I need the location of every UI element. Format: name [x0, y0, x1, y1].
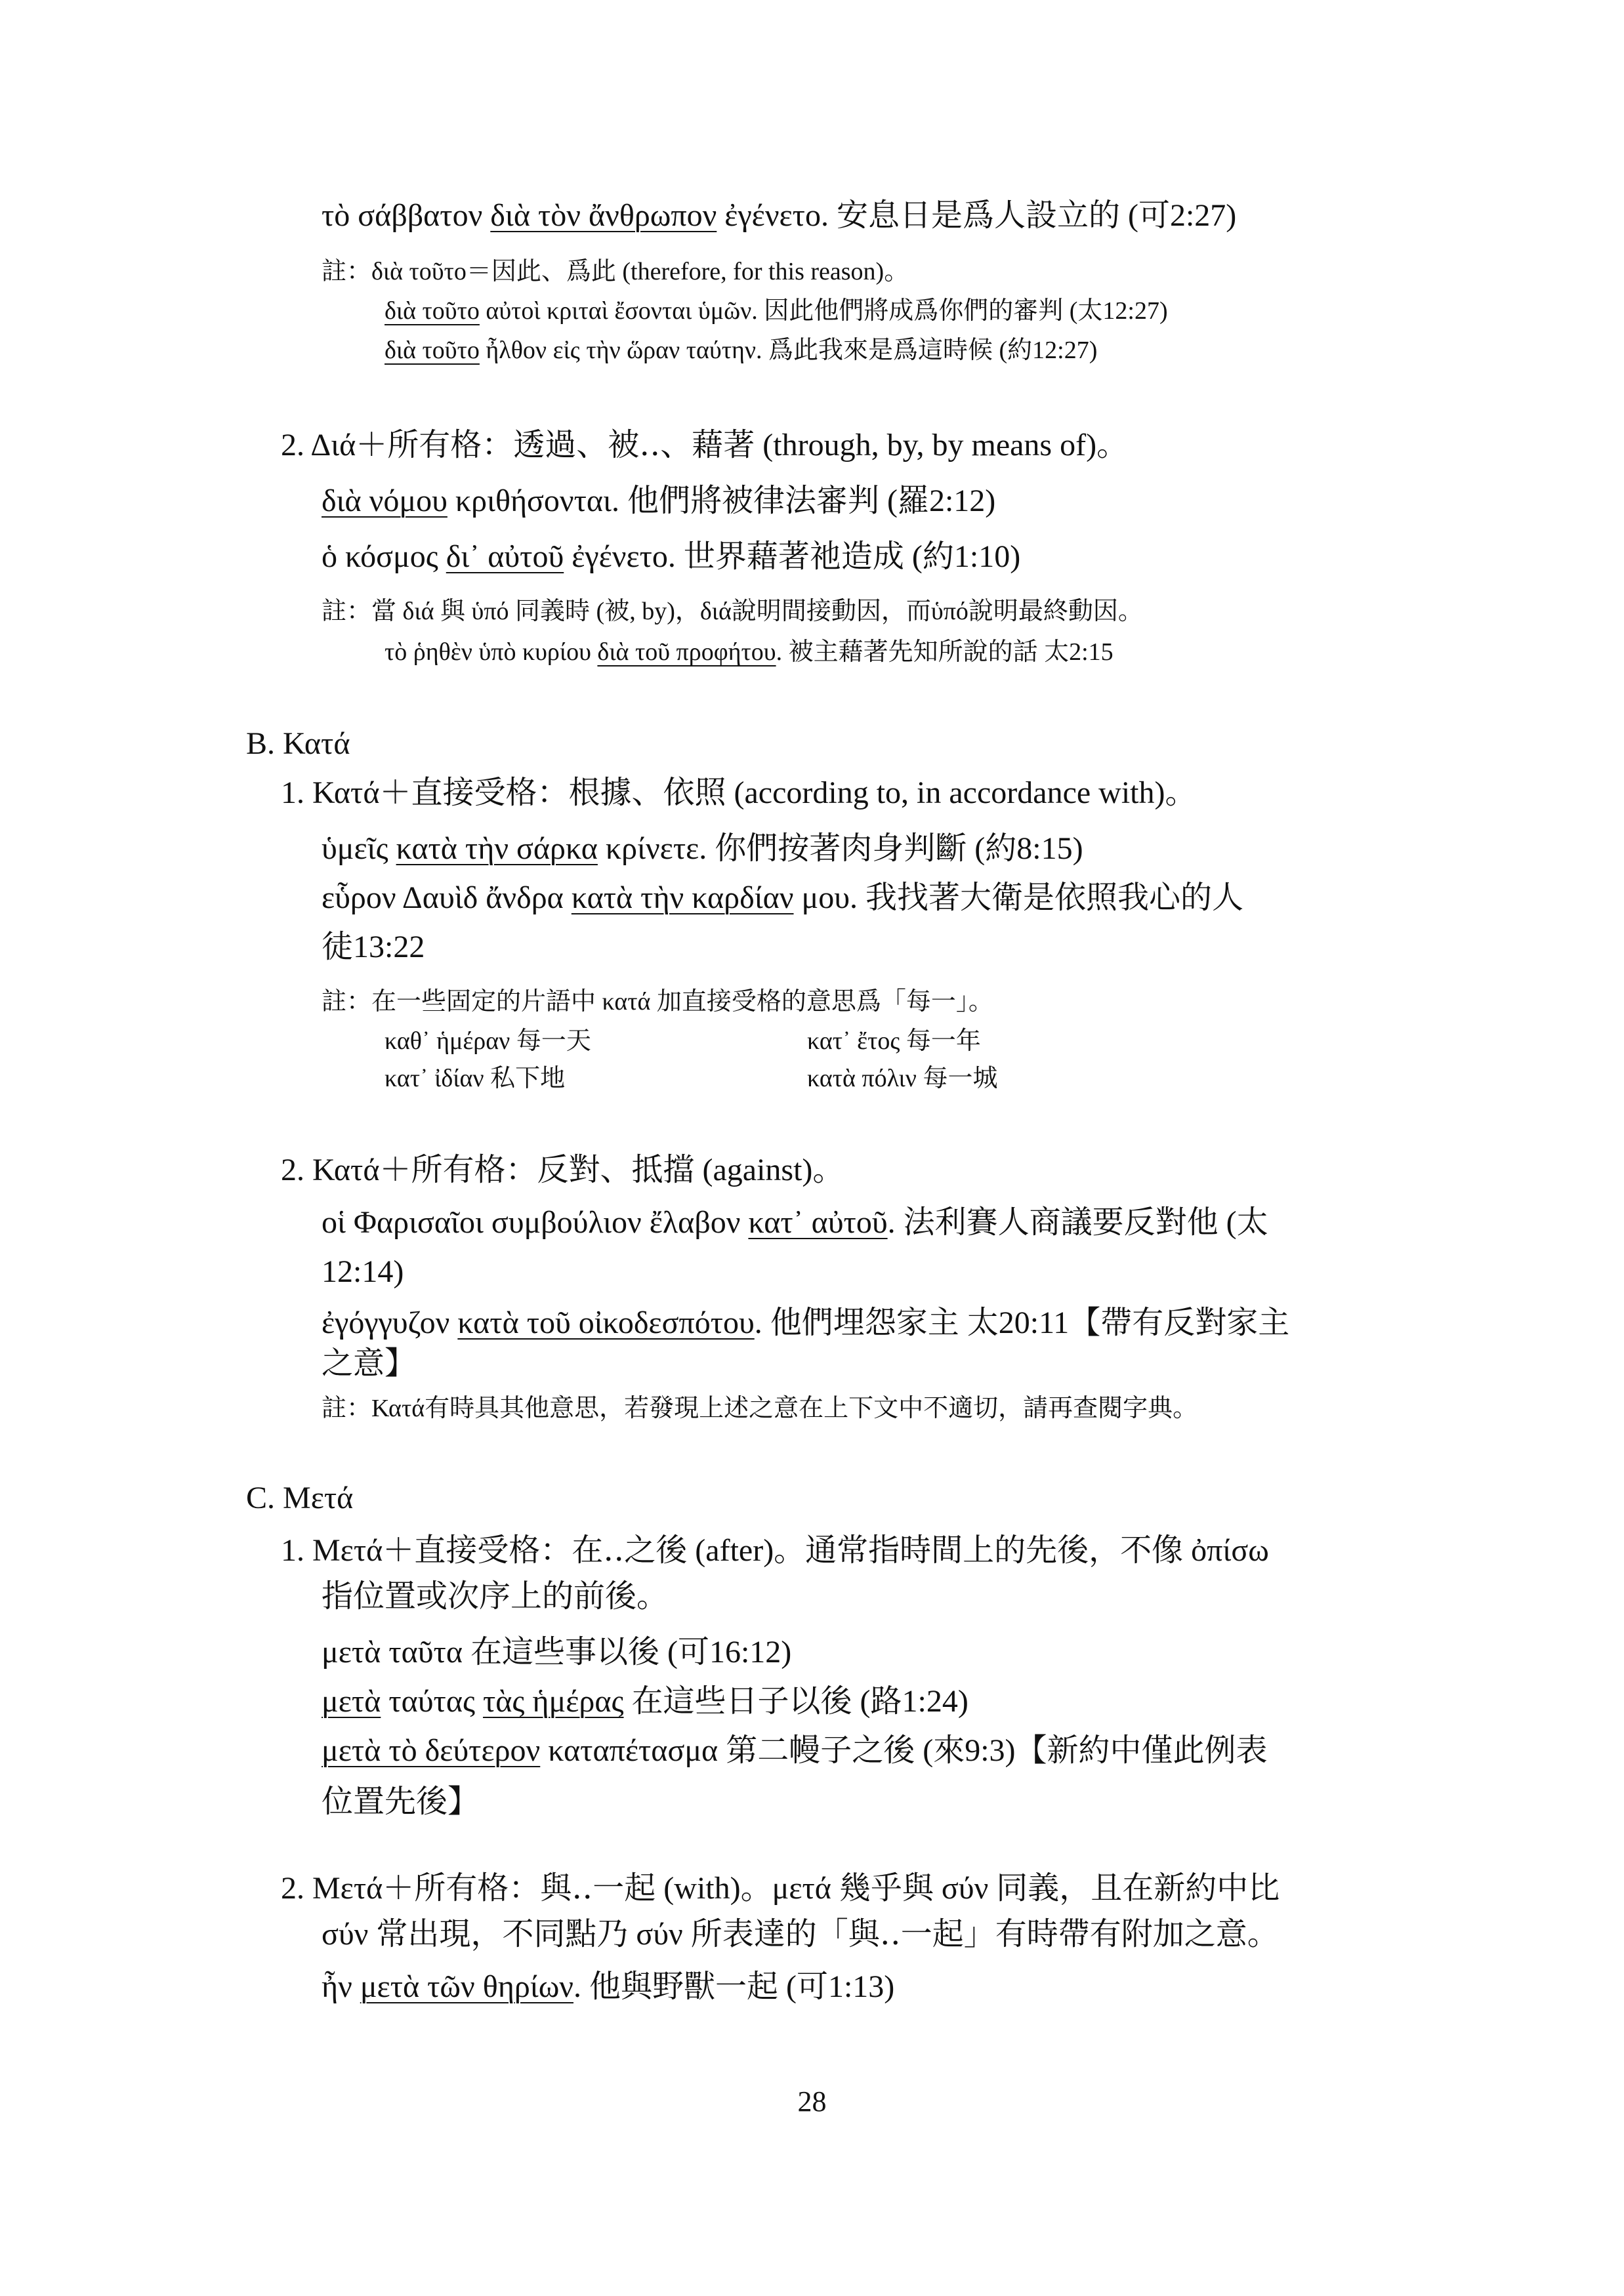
text-segment: ἐγένετο. 安息日是爲人設立的 (可2:27): [717, 198, 1237, 233]
text-segment: τὸ ῥηθὲν ὑπὸ κυρίου: [385, 638, 598, 666]
text-line: [281, 1532, 1269, 1570]
text-line: [322, 538, 1020, 576]
text-line: [246, 725, 350, 763]
text-segment: κριθήσονται. 他們將被律法審判 (羅2:12): [447, 483, 996, 518]
text-segment: 在這些日子以後 (路1:24): [623, 1684, 968, 1719]
text-segment: ὁ κόσμος: [322, 539, 446, 574]
text-line: [281, 1870, 1280, 1908]
underlined-phrase: δι᾽ αὐτοῦ: [446, 539, 564, 574]
text-segment: . 被主藉著先知所說的話 太2:15: [776, 638, 1114, 666]
underlined-phrase: διὰ τοῦτο: [385, 297, 480, 325]
text-line: [807, 1064, 997, 1094]
text-segment: 之意】: [322, 1346, 417, 1381]
underlined-phrase: κατὰ τὴν καρδίαν: [571, 880, 794, 915]
underlined-phrase: διὰ νόμου: [322, 483, 448, 518]
text-segment: 1. Κατά＋直接受格：根據、依照 (according to, in accordance with)。: [281, 775, 1197, 810]
text-line: [322, 1968, 894, 2006]
text-segment: 2. Διά＋所有格：透過、被‥、藉著 (through, by, by means of)。: [281, 428, 1129, 462]
text-segment: C. Μετά: [246, 1481, 354, 1515]
text-line: [322, 257, 909, 287]
underlined-phrase: μετὰ τὸ δεύτερον: [322, 1733, 541, 1768]
text-segment: 註：διὰ τοῦτο＝因此、爲此 (therefore, for this reason)。: [322, 258, 909, 285]
underlined-phrase: διὰ τοῦ προφήτου: [597, 638, 776, 666]
underlined-phrase: κατὰ τὴν σάρκα: [396, 831, 598, 866]
text-line: [322, 482, 995, 520]
text-segment: 指位置或次序上的前後。: [322, 1579, 669, 1614]
text-line: [322, 1394, 1197, 1424]
text-segment: . 他與野獸一起 (可1:13): [573, 1969, 895, 2004]
text-line: [322, 987, 993, 1017]
page-number: 28: [797, 2085, 827, 2118]
text-line: [322, 830, 1083, 868]
text-line: [322, 1916, 1279, 1954]
text-line: [322, 1578, 668, 1616]
text-line: [322, 1304, 1289, 1342]
text-line: [385, 336, 1097, 366]
underlined-phrase: διὰ τὸν ἄνθρωπον: [490, 198, 717, 233]
text-segment: 註：在一些固定的片語中 κατά 加直接受格的意思爲「每一」。: [322, 988, 993, 1015]
text-segment: 12:14): [322, 1254, 404, 1289]
text-segment: κρίνετε. 你們按著肉身判斷 (約8:15): [597, 831, 1083, 866]
text-line: [385, 1064, 565, 1094]
text-segment: καταπέτασμα 第二幔子之後 (來9:3)【新約中僅此例表: [540, 1733, 1268, 1768]
text-segment: 位置先後】: [322, 1784, 480, 1819]
underlined-phrase: μετὰ τῶν θηρίων: [360, 1969, 573, 2004]
text-segment: μετὰ ταῦτα 在這些事以後 (可16:12): [322, 1635, 792, 1670]
text-segment: B. Κατά: [246, 726, 350, 761]
text-line: [322, 1204, 1268, 1242]
text-line: [322, 879, 1243, 917]
text-segment: 2. Μετά＋所有格：與‥一起 (with)。μετά 幾乎與 σύν 同義，且在新約中比: [281, 1871, 1280, 1906]
text-segment: μου. 我找著大衛是依照我心的人: [793, 880, 1244, 915]
text-line: [281, 1151, 844, 1189]
text-line: [385, 638, 1114, 668]
text-line: [322, 928, 425, 966]
text-segment: . 法利賽人商議要反對他 (太: [887, 1205, 1268, 1240]
text-line: [322, 197, 1236, 235]
underlined-phrase: κατ᾽ αὐτοῦ: [748, 1205, 888, 1240]
text-line: [281, 426, 1128, 464]
text-line: [246, 1479, 353, 1517]
text-line: [322, 1783, 479, 1821]
text-segment: αὐτοὶ κριταὶ ἔσονται ὑμῶν. 因此他們將成爲你們的審判 (太12:27): [479, 297, 1168, 325]
text-segment: ἦλθον εἰς τὴν ὥραν ταύτην. 爲此我來是爲這時候 (約12:27): [479, 337, 1098, 364]
underlined-phrase: μετὰ: [322, 1684, 381, 1719]
text-segment: 徒13:22: [322, 930, 425, 964]
text-line: [322, 1253, 404, 1291]
text-segment: εὗρον Δαυὶδ ἄνδρα: [322, 880, 572, 915]
text-segment: ὑμεῖς: [322, 831, 396, 866]
text-line: [385, 297, 1168, 327]
text-segment: ἐγένετο. 世界藉著祂造成 (約1:10): [564, 539, 1021, 574]
text-segment: κατὰ πόλιν 每一城: [807, 1065, 998, 1092]
text-segment: 註：當 διά 與 ὑπό 同義時 (被, by)，διά說明間接動因，而ὑπό說明最終動因。: [322, 598, 1143, 625]
underlined-phrase: διὰ τοῦτο: [385, 337, 480, 364]
text-segment: οἱ Φαρισαῖοι συμβούλιον ἔλαβον: [322, 1205, 749, 1240]
text-segment: σύν 常出現，不同點乃 σύν 所表達的「與‥一起」有時帶有附加之意。: [322, 1917, 1279, 1952]
text-segment: 2. Κατά＋所有格：反對、抵擋 (against)。: [281, 1153, 844, 1187]
text-line: [385, 1027, 591, 1057]
text-line: [322, 1633, 791, 1671]
text-segment: καθ᾽ ἡμέραν 每一天: [385, 1027, 591, 1055]
text-segment: 註：Κατά有時具其他意思，若發現上述之意在上下文中不適切，請再查閱字典。: [322, 1395, 1198, 1422]
text-line: [807, 1027, 981, 1057]
text-line: [281, 774, 1197, 812]
text-segment: τὸ σάββατον: [322, 198, 491, 233]
text-line: [322, 1345, 416, 1383]
text-segment: . 他們埋怨家主 太20:11【帶有反對家主: [754, 1305, 1290, 1340]
text-line: [322, 597, 1143, 627]
text-line: [322, 1683, 968, 1721]
text-segment: 1. Μετά＋直接受格：在‥之後 (after)。通常指時間上的先後，不像 ὀπίσω: [281, 1533, 1269, 1568]
underlined-phrase: τὰς ἡμέρας: [482, 1684, 624, 1719]
text-segment: ἐγόγγυζον: [322, 1305, 458, 1340]
text-line: [322, 1732, 1268, 1770]
underlined-phrase: κατὰ τοῦ οἰκοδεσπότου: [457, 1305, 755, 1340]
text-segment: ταύτας: [381, 1684, 483, 1719]
text-segment: κατ᾽ ἰδίαν 私下地: [385, 1065, 566, 1092]
text-segment: κατ᾽ ἔτος 每一年: [807, 1027, 981, 1055]
text-segment: ἦν: [322, 1969, 360, 2004]
